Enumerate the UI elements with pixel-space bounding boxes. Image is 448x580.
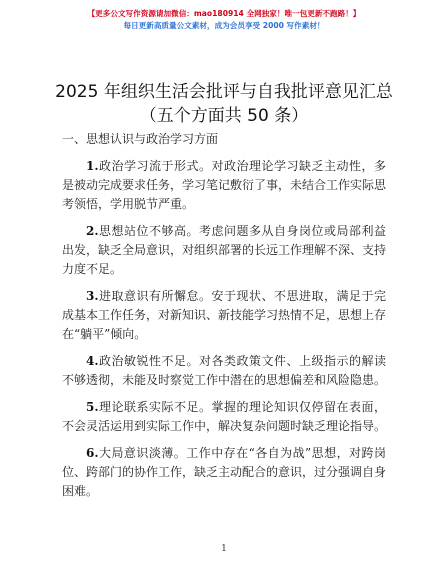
document-title-sub: （五个方面共 50 条）: [139, 106, 309, 126]
list-item: [62, 398, 386, 436]
item-number: 5.: [86, 400, 99, 414]
item-number: 6.: [86, 446, 99, 460]
item-text: 大局意识淡薄。工作中存在“各自为战”思想，对跨岗位、跨部门的协作工作，缺乏主动配合的意识，过分强调自身困难。: [62, 446, 387, 498]
item-text: 进取意识有所懈怠。安于现状、不思进取，满足于完成基本工作任务，对新知识、新技能学习热情不足，思想上存在“躺平”倾向。: [62, 289, 387, 341]
document-title-main: 2025 年组织生活会批评与自我批评意见汇总: [55, 82, 393, 102]
item-number: 1.: [86, 159, 99, 173]
item-text: 政治敏锐性不足。对各类政策文件、上级指示的解读不够透彻，未能及时察觉工作中潜在的思想偏差和风险隐患。: [62, 354, 387, 387]
document-body: [62, 130, 386, 509]
item-number: 4.: [86, 354, 99, 368]
page-number: 1: [221, 544, 227, 554]
list-item: [62, 157, 386, 214]
list-item: [62, 222, 386, 279]
promo-banner-line-1: 【更多公文写作资源请加微信：mao180914 全网独家！唯一包更新不跑路！】: [87, 9, 361, 18]
list-item: [62, 287, 386, 344]
item-text: 政治学习流于形式。对政治理论学习缺乏主动性，多是被动完成要求任务，学习笔记敷衍了事，未结合工作实际思考领悟，学用脱节严重。: [62, 159, 387, 211]
item-number: 3.: [86, 289, 99, 303]
list-item: [62, 444, 386, 501]
item-text: 思想站位不够高。考虑问题多从自身岗位或局部利益出发，缺乏全局意识，对组织部署的长远工作理解不深、支持力度不足。: [62, 224, 387, 276]
promo-banner-line-2: 每日更新高质量公文素材，成为会员享受 2000 写作素材！: [123, 21, 325, 30]
item-text: 理论联系实际不足。掌握的理论知识仅停留在表面，不会灵活运用到实际工作中，解决复杂问题时缺乏理论指导。: [62, 400, 387, 433]
promo-banner: [0, 8, 448, 32]
list-item: [62, 352, 386, 390]
document-title: [0, 80, 448, 128]
section-heading: 一、思想认识与政治学习方面: [62, 132, 219, 146]
item-number: 2.: [86, 224, 99, 238]
